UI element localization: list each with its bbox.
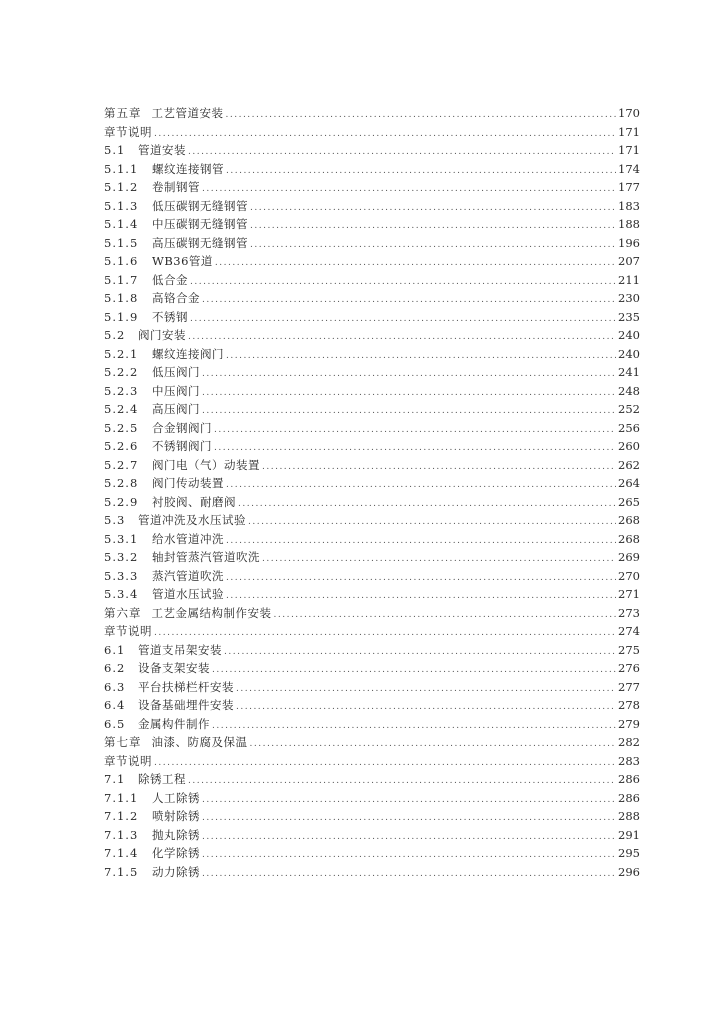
toc-entry — [104, 641, 640, 660]
toc-entry-title: 中压碳钢无缝钢管 — [152, 217, 248, 231]
toc-entry-page-number: 241 — [618, 365, 640, 379]
toc-entry-page-number: 286 — [618, 790, 640, 805]
toc-entry-title: 化学除锈 — [152, 846, 200, 860]
toc-dot-leader — [262, 458, 616, 477]
toc-entry-page-number: 276 — [618, 661, 640, 675]
toc-entry-number: 5.1.9 — [104, 309, 139, 324]
toc-entry-number: 5.2.1 — [104, 346, 139, 361]
toc-entry-title: 阀门传动装置 — [152, 476, 224, 490]
toc-entry-title: 设备支架安装 — [138, 661, 210, 675]
toc-entry-page-number: 291 — [618, 827, 640, 842]
toc-dot-leader — [202, 365, 616, 384]
toc-entry-number: 7.1.2 — [104, 809, 139, 823]
toc-entry-title: 人工除锈 — [152, 790, 200, 805]
toc-entry-title: 轴封管蒸汽管道吹洗 — [152, 550, 260, 564]
toc-entry-title: 阀门电（气）动装置 — [152, 457, 260, 472]
toc-entry — [104, 770, 640, 789]
toc-entry-number: 5.2.4 — [104, 402, 139, 416]
toc-entry-number: 7.1.5 — [104, 864, 139, 879]
toc-dot-leader — [248, 513, 616, 532]
toc-entry-number: 5.2 — [104, 328, 126, 342]
toc-dot-leader — [214, 421, 616, 440]
toc-entry — [104, 659, 640, 678]
toc-entry-number: 5.3.4 — [104, 587, 139, 601]
toc-entry-page-number: 277 — [618, 679, 640, 694]
toc-entry — [104, 844, 640, 863]
toc-entry-page-number: 252 — [618, 402, 640, 416]
toc-dot-leader — [250, 236, 616, 255]
toc-entry-title: 螺纹连接钢管 — [152, 161, 224, 176]
toc-entry-number: 5.3.3 — [104, 568, 139, 583]
toc-entry-title: 管道冲洗及水压试验 — [138, 513, 246, 527]
toc-dot-leader — [226, 162, 616, 181]
toc-entry-number: 5.3 — [104, 513, 126, 527]
toc-entry-page-number: 188 — [618, 217, 640, 231]
toc-dot-leader — [236, 680, 616, 699]
toc-entry-page-number: 230 — [618, 291, 640, 305]
toc-entry-number: 5.1.2 — [104, 180, 139, 194]
toc-entry — [104, 252, 640, 271]
toc-entry — [104, 474, 640, 493]
toc-entry — [104, 141, 640, 160]
toc-entry-title: 衬胶阀、耐磨阀 — [152, 494, 236, 509]
toc-entry-title: 喷射除锈 — [152, 809, 200, 823]
toc-entry-number: 6.1 — [104, 642, 126, 657]
toc-dot-leader — [202, 180, 616, 199]
toc-entry-page-number: 235 — [618, 309, 640, 324]
toc-entry-title: 管道支吊架安装 — [138, 642, 222, 657]
toc-entry-title: 章节说明 — [104, 753, 152, 768]
toc-dot-leader — [188, 328, 616, 347]
toc-dot-leader — [190, 310, 616, 329]
toc-entry-page-number: 183 — [618, 198, 640, 213]
toc-entry-title: 高压阀门 — [152, 402, 200, 416]
toc-entry-title: 螺纹连接阀门 — [152, 346, 224, 361]
toc-entry-number: 6.4 — [104, 698, 126, 712]
toc-dot-leader — [238, 495, 616, 514]
toc-dot-leader — [154, 125, 616, 144]
toc-entry-page-number: 279 — [618, 716, 640, 731]
toc-entry — [104, 215, 640, 234]
toc-entry-title: 章节说明 — [104, 124, 152, 139]
toc-entry — [104, 622, 640, 641]
toc-dot-leader — [274, 606, 617, 625]
toc-dot-leader — [154, 624, 616, 643]
toc-dot-leader — [226, 587, 616, 606]
toc-entry — [104, 271, 640, 290]
toc-dot-leader — [188, 772, 616, 791]
toc-entry-number: 5.1.5 — [104, 235, 139, 250]
toc-dot-leader — [202, 402, 616, 421]
toc-entry-number: 5.2.3 — [104, 383, 139, 398]
toc-entry-title: 工艺管道安装 — [151, 106, 224, 120]
toc-dot-leader — [262, 550, 616, 569]
toc-dot-leader — [202, 809, 616, 828]
toc-entry — [104, 234, 640, 253]
toc-entry-page-number: 170 — [618, 106, 640, 120]
toc-dot-leader — [226, 569, 616, 588]
toc-dot-leader — [202, 828, 616, 847]
toc-dot-leader — [202, 846, 616, 865]
toc-entry-number: 5.1.1 — [104, 161, 139, 176]
toc-entry — [104, 715, 640, 734]
toc-entry-page-number: 275 — [618, 642, 640, 657]
toc-entry-page-number: 196 — [618, 235, 640, 250]
toc-entry — [104, 548, 640, 567]
toc-entry-title: WB36管道 — [152, 254, 213, 268]
toc-entry-page-number: 171 — [618, 143, 640, 157]
toc-entry — [104, 807, 640, 826]
toc-entry-page-number: 296 — [618, 864, 640, 879]
toc-entry — [104, 493, 640, 512]
toc-entry — [104, 123, 640, 142]
toc-entry — [104, 696, 640, 715]
toc-dot-leader — [190, 273, 616, 292]
toc-entry — [104, 326, 640, 345]
toc-dot-leader — [202, 384, 616, 403]
toc-entry-page-number: 268 — [618, 513, 640, 527]
toc-entry-page-number: 269 — [618, 550, 640, 564]
toc-entry-page-number: 283 — [618, 753, 640, 768]
toc-dot-leader — [224, 643, 616, 662]
toc-entry-title: 金属构件制作 — [138, 716, 210, 731]
toc-entry-page-number: 240 — [618, 346, 640, 361]
toc-entry-page-number: 174 — [618, 161, 640, 176]
toc-entry-title: 动力除锈 — [152, 864, 200, 879]
toc-dot-leader — [250, 735, 617, 754]
toc-entry-number: 第七章 — [104, 735, 142, 749]
toc-entry — [104, 382, 640, 401]
toc-entry-title: 工艺金属结构制作安装 — [151, 605, 272, 620]
toc-entry-title: 阀门安装 — [138, 328, 186, 342]
toc-dot-leader — [188, 143, 616, 162]
toc-entry — [104, 752, 640, 771]
toc-entry-title: 管道水压试验 — [152, 587, 224, 601]
toc-entry-title: 油漆、防腐及保温 — [151, 735, 248, 749]
toc-entry-title: 不锈钢阀门 — [152, 439, 212, 453]
toc-entry-page-number: 265 — [618, 494, 640, 509]
toc-entry-title: 高铬合金 — [152, 291, 200, 305]
toc-entry — [104, 289, 640, 308]
toc-entry-number: 6.3 — [104, 679, 126, 694]
toc-entry-number: 6.2 — [104, 661, 126, 675]
toc-entry-page-number: 268 — [618, 531, 640, 546]
toc-entry-number: 5.1.8 — [104, 291, 139, 305]
toc-entry-number: 5.2.7 — [104, 457, 139, 472]
toc-entry-number: 7.1.3 — [104, 827, 139, 842]
toc-entry-page-number: 288 — [618, 809, 640, 823]
toc-entry-page-number: 240 — [618, 328, 640, 342]
toc-entry-page-number: 295 — [618, 846, 640, 860]
toc-dot-leader — [202, 791, 616, 810]
toc-dot-leader — [215, 254, 616, 273]
toc-entry-number: 5.2.2 — [104, 365, 139, 379]
toc-entry-number: 7.1.4 — [104, 846, 139, 860]
toc-entry-number: 第五章 — [104, 106, 142, 120]
toc-entry-page-number: 211 — [618, 272, 640, 287]
toc-entry — [104, 456, 640, 475]
toc-entry-page-number: 282 — [618, 735, 640, 749]
toc-entry-number: 7.1.1 — [104, 790, 139, 805]
toc-entry-number: 7.1 — [104, 772, 126, 786]
toc-entry-page-number: 270 — [618, 568, 640, 583]
toc-entry-number: 5.1.4 — [104, 217, 139, 231]
toc-entry-page-number: 260 — [618, 439, 640, 453]
toc-entry-page-number: 171 — [618, 124, 640, 139]
toc-entry-number: 5.1.3 — [104, 198, 139, 213]
toc-entry-title: 设备基础埋件安装 — [138, 698, 234, 712]
toc-entry-page-number: 177 — [618, 180, 640, 194]
toc-entry-page-number: 256 — [618, 420, 640, 435]
toc-dot-leader — [212, 717, 616, 736]
toc-entry-title: 低合金 — [152, 272, 188, 287]
toc-entry-number: 5.3.2 — [104, 550, 139, 564]
table-of-contents — [104, 104, 640, 881]
toc-entry-page-number: 262 — [618, 457, 640, 472]
toc-dot-leader — [154, 754, 616, 773]
toc-dot-leader — [250, 217, 616, 236]
toc-entry — [104, 585, 640, 604]
toc-entry-title: 平台扶梯栏杆安装 — [138, 679, 234, 694]
toc-entry-number: 5.2.8 — [104, 476, 139, 490]
toc-entry — [104, 863, 640, 882]
toc-entry — [104, 419, 640, 438]
toc-entry — [104, 437, 640, 456]
toc-entry — [104, 104, 640, 123]
toc-entry-title: 蒸汽管道吹洗 — [152, 568, 224, 583]
toc-entry — [104, 511, 640, 530]
toc-dot-leader — [226, 532, 616, 551]
toc-entry-title: 低压阀门 — [152, 365, 200, 379]
toc-entry-title: 合金钢阀门 — [152, 420, 212, 435]
toc-entry-page-number: 271 — [618, 587, 640, 601]
toc-entry — [104, 826, 640, 845]
toc-entry — [104, 178, 640, 197]
toc-entry — [104, 789, 640, 808]
toc-dot-leader — [226, 347, 616, 366]
toc-entry-title: 中压阀门 — [152, 383, 200, 398]
toc-entry — [104, 604, 640, 623]
toc-entry-title: 低压碳钢无缝钢管 — [152, 198, 248, 213]
toc-dot-leader — [202, 865, 616, 884]
toc-entry-number: 5.3.1 — [104, 531, 139, 546]
toc-entry — [104, 567, 640, 586]
toc-entry-number: 5.1.7 — [104, 272, 139, 287]
toc-entry-page-number: 274 — [618, 624, 640, 638]
toc-dot-leader — [214, 439, 616, 458]
toc-entry-title: 章节说明 — [104, 624, 152, 638]
toc-dot-leader — [212, 661, 616, 680]
toc-entry-number: 6.5 — [104, 716, 126, 731]
toc-entry-title: 不锈钢 — [152, 309, 188, 324]
toc-entry-page-number: 264 — [618, 476, 640, 490]
toc-entry-number: 第六章 — [104, 605, 142, 620]
toc-entry — [104, 308, 640, 327]
toc-dot-leader — [226, 106, 617, 125]
toc-entry-page-number: 248 — [618, 383, 640, 398]
toc-entry — [104, 530, 640, 549]
toc-entry-page-number: 273 — [618, 605, 640, 620]
toc-entry-title: 卷制钢管 — [152, 180, 200, 194]
toc-entry-number: 5.2.6 — [104, 439, 139, 453]
toc-entry-number: 5.2.9 — [104, 494, 139, 509]
toc-entry — [104, 345, 640, 364]
toc-entry-title: 除锈工程 — [138, 772, 186, 786]
toc-entry-number: 5.1 — [104, 143, 126, 157]
toc-entry-title: 抛丸除锈 — [152, 827, 200, 842]
toc-entry — [104, 160, 640, 179]
toc-dot-leader — [226, 476, 616, 495]
toc-entry-title: 高压碳钢无缝钢管 — [152, 235, 248, 250]
toc-entry-title: 给水管道冲洗 — [152, 531, 224, 546]
toc-dot-leader — [202, 291, 616, 310]
toc-entry — [104, 678, 640, 697]
toc-entry-page-number: 207 — [618, 254, 640, 268]
toc-entry-page-number: 278 — [618, 698, 640, 712]
toc-entry — [104, 197, 640, 216]
toc-entry — [104, 363, 640, 382]
toc-dot-leader — [236, 698, 616, 717]
toc-entry-number: 5.1.6 — [104, 254, 139, 268]
toc-dot-leader — [250, 199, 616, 218]
toc-entry-number: 5.2.5 — [104, 420, 139, 435]
toc-entry-page-number: 286 — [618, 772, 640, 786]
toc-entry — [104, 733, 640, 752]
toc-entry-title: 管道安装 — [138, 143, 186, 157]
toc-entry — [104, 400, 640, 419]
